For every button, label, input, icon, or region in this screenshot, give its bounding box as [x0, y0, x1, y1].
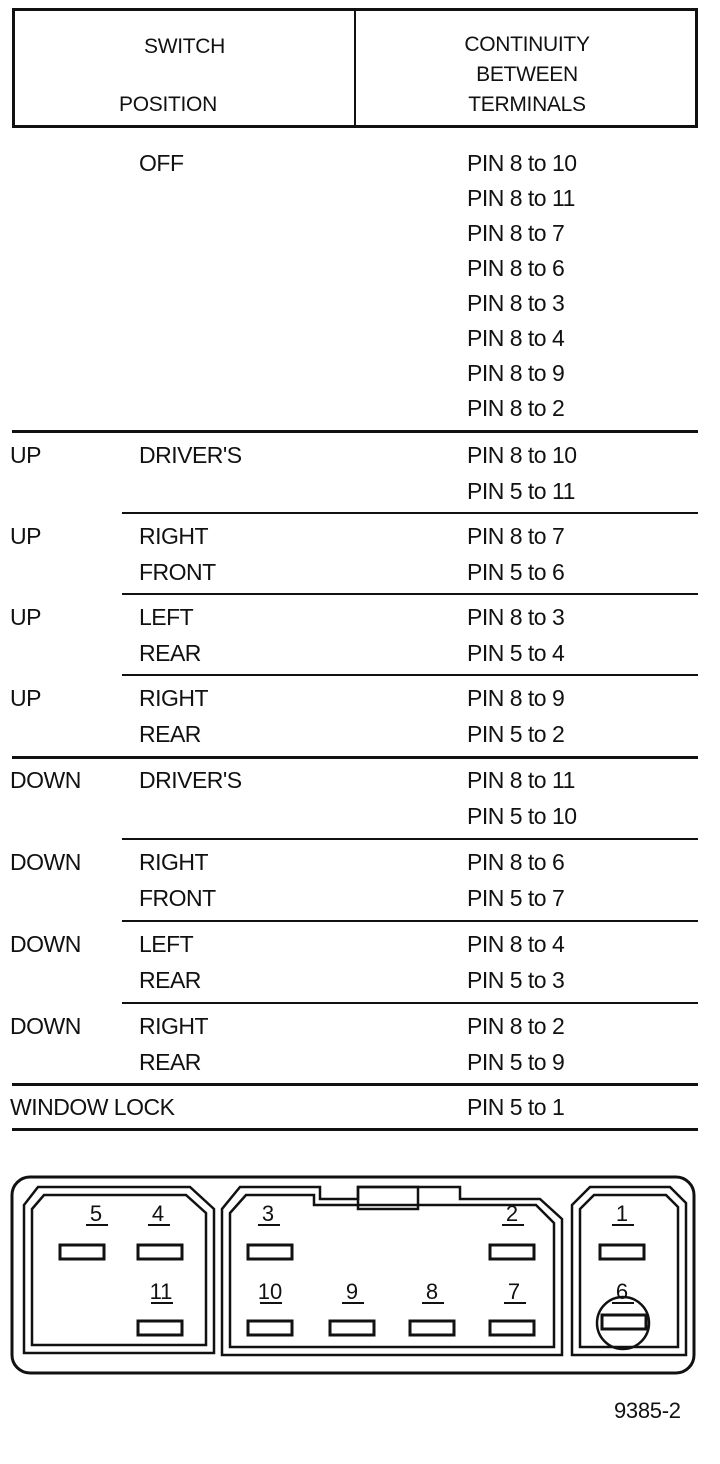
table-header [12, 8, 698, 128]
row-direction: UP [10, 685, 41, 711]
row-pin-continuity: PIN 8 to 4 [467, 931, 565, 957]
row-direction: DOWN [10, 767, 81, 793]
row-switch-position: REAR [139, 721, 201, 747]
row-pin-continuity: PIN 5 to 9 [467, 1049, 565, 1075]
row-switch-position: FRONT [139, 885, 216, 911]
terminal-pin-10 [248, 1321, 292, 1335]
terminal-pin-7 [490, 1321, 534, 1335]
row-direction: WINDOW LOCK [10, 1094, 175, 1120]
header-continuity-line-1: CONTINUITY [464, 33, 590, 56]
row-switch-position: RIGHT [139, 1013, 209, 1039]
terminal-label: 6 [615, 1279, 629, 1304]
terminal-pin-4 [138, 1245, 182, 1259]
row-switch-position: RIGHT [139, 849, 209, 875]
header-position-line-2: POSITION [119, 93, 217, 116]
row-pin-continuity: PIN 8 to 10 [467, 150, 577, 176]
row-pin-continuity: PIN 8 to 4 [467, 325, 565, 351]
connector-housing [12, 1177, 694, 1373]
row-pin-continuity: PIN 8 to 2 [467, 1013, 565, 1039]
row-switch-position: RIGHT [139, 685, 209, 711]
row-pin-continuity: PIN 5 to 10 [467, 803, 577, 829]
pin-6-circle [597, 1297, 649, 1349]
row-pin-continuity: PIN 8 to 3 [467, 604, 565, 630]
terminal-label: 8 [425, 1279, 439, 1304]
row-pin-continuity: PIN 8 to 7 [467, 523, 565, 549]
terminal-label: 11 [149, 1279, 173, 1304]
connector-left-cavity [24, 1187, 214, 1353]
terminal-label: 7 [507, 1279, 521, 1304]
row-pin-continuity: PIN 8 to 11 [467, 767, 575, 793]
connector-terminals [60, 1201, 646, 1335]
row-direction: DOWN [10, 931, 81, 957]
terminal-label: 9 [345, 1279, 359, 1304]
header-continuity-line-3: TERMINALS [468, 93, 586, 116]
row-divider [122, 920, 698, 922]
row-pin-continuity: PIN 5 to 11 [467, 478, 575, 504]
row-pin-continuity: PIN 5 to 4 [467, 640, 565, 666]
row-switch-position: DRIVER'S [139, 442, 242, 468]
terminal-pin-2 [490, 1245, 534, 1259]
terminal-label: 1 [615, 1201, 629, 1226]
row-pin-continuity: PIN 8 to 11 [467, 185, 575, 211]
row-divider [12, 1083, 698, 1086]
row-switch-position: LEFT [139, 931, 194, 957]
row-pin-continuity: PIN 8 to 10 [467, 442, 577, 468]
row-pin-continuity: PIN 8 to 6 [467, 255, 565, 281]
row-divider [122, 512, 698, 514]
row-direction: UP [10, 442, 41, 468]
row-pin-continuity: PIN 5 to 2 [467, 721, 565, 747]
terminal-pin-3 [248, 1245, 292, 1259]
row-pin-continuity: PIN 8 to 7 [467, 220, 565, 246]
row-direction: UP [10, 604, 41, 630]
row-pin-continuity: PIN 5 to 3 [467, 967, 565, 993]
terminal-pin-11 [138, 1321, 182, 1335]
terminal-label: 10 [257, 1279, 283, 1304]
terminal-label: 4 [151, 1201, 165, 1226]
terminal-pin-9 [330, 1321, 374, 1335]
row-divider [122, 838, 698, 840]
terminal-pin-5 [60, 1245, 104, 1259]
row-switch-position: REAR [139, 967, 201, 993]
terminal-label: 5 [89, 1201, 103, 1226]
row-switch-position: REAR [139, 1049, 201, 1075]
row-switch-position: LEFT [139, 604, 194, 630]
row-direction: UP [10, 523, 41, 549]
row-direction: DOWN [10, 1013, 81, 1039]
row-divider [12, 756, 698, 759]
row-direction: DOWN [10, 849, 81, 875]
row-pin-continuity: PIN 8 to 3 [467, 290, 565, 316]
row-divider [12, 1128, 698, 1131]
row-divider [122, 593, 698, 595]
row-pin-continuity: PIN 5 to 7 [467, 885, 565, 911]
row-switch-position: DRIVER'S [139, 767, 242, 793]
terminal-pin-1 [600, 1245, 644, 1259]
row-pin-continuity: PIN 5 to 6 [467, 559, 565, 585]
terminal-label: 2 [505, 1201, 519, 1226]
terminal-pin-6 [602, 1315, 646, 1329]
row-pin-continuity: PIN 8 to 9 [467, 360, 565, 386]
header-continuity-line-2: BETWEEN [476, 63, 578, 86]
row-pin-continuity: PIN 5 to 1 [467, 1094, 565, 1120]
row-switch-position: FRONT [139, 559, 216, 585]
row-divider [122, 674, 698, 676]
header-switch-line-1: SWITCH [143, 35, 226, 58]
figure-id: 9385-2 [614, 1398, 681, 1423]
row-switch-position: OFF [139, 150, 184, 176]
row-pin-continuity: PIN 8 to 9 [467, 685, 565, 711]
row-divider [122, 1002, 698, 1004]
row-switch-position: REAR [139, 640, 201, 666]
row-divider [12, 430, 698, 433]
connector-diagram [0, 1165, 720, 1385]
terminal-pin-8 [410, 1321, 454, 1335]
row-pin-continuity: PIN 8 to 6 [467, 849, 565, 875]
row-switch-position: RIGHT [139, 523, 209, 549]
row-pin-continuity: PIN 8 to 2 [467, 395, 565, 421]
terminal-label: 3 [261, 1201, 275, 1226]
